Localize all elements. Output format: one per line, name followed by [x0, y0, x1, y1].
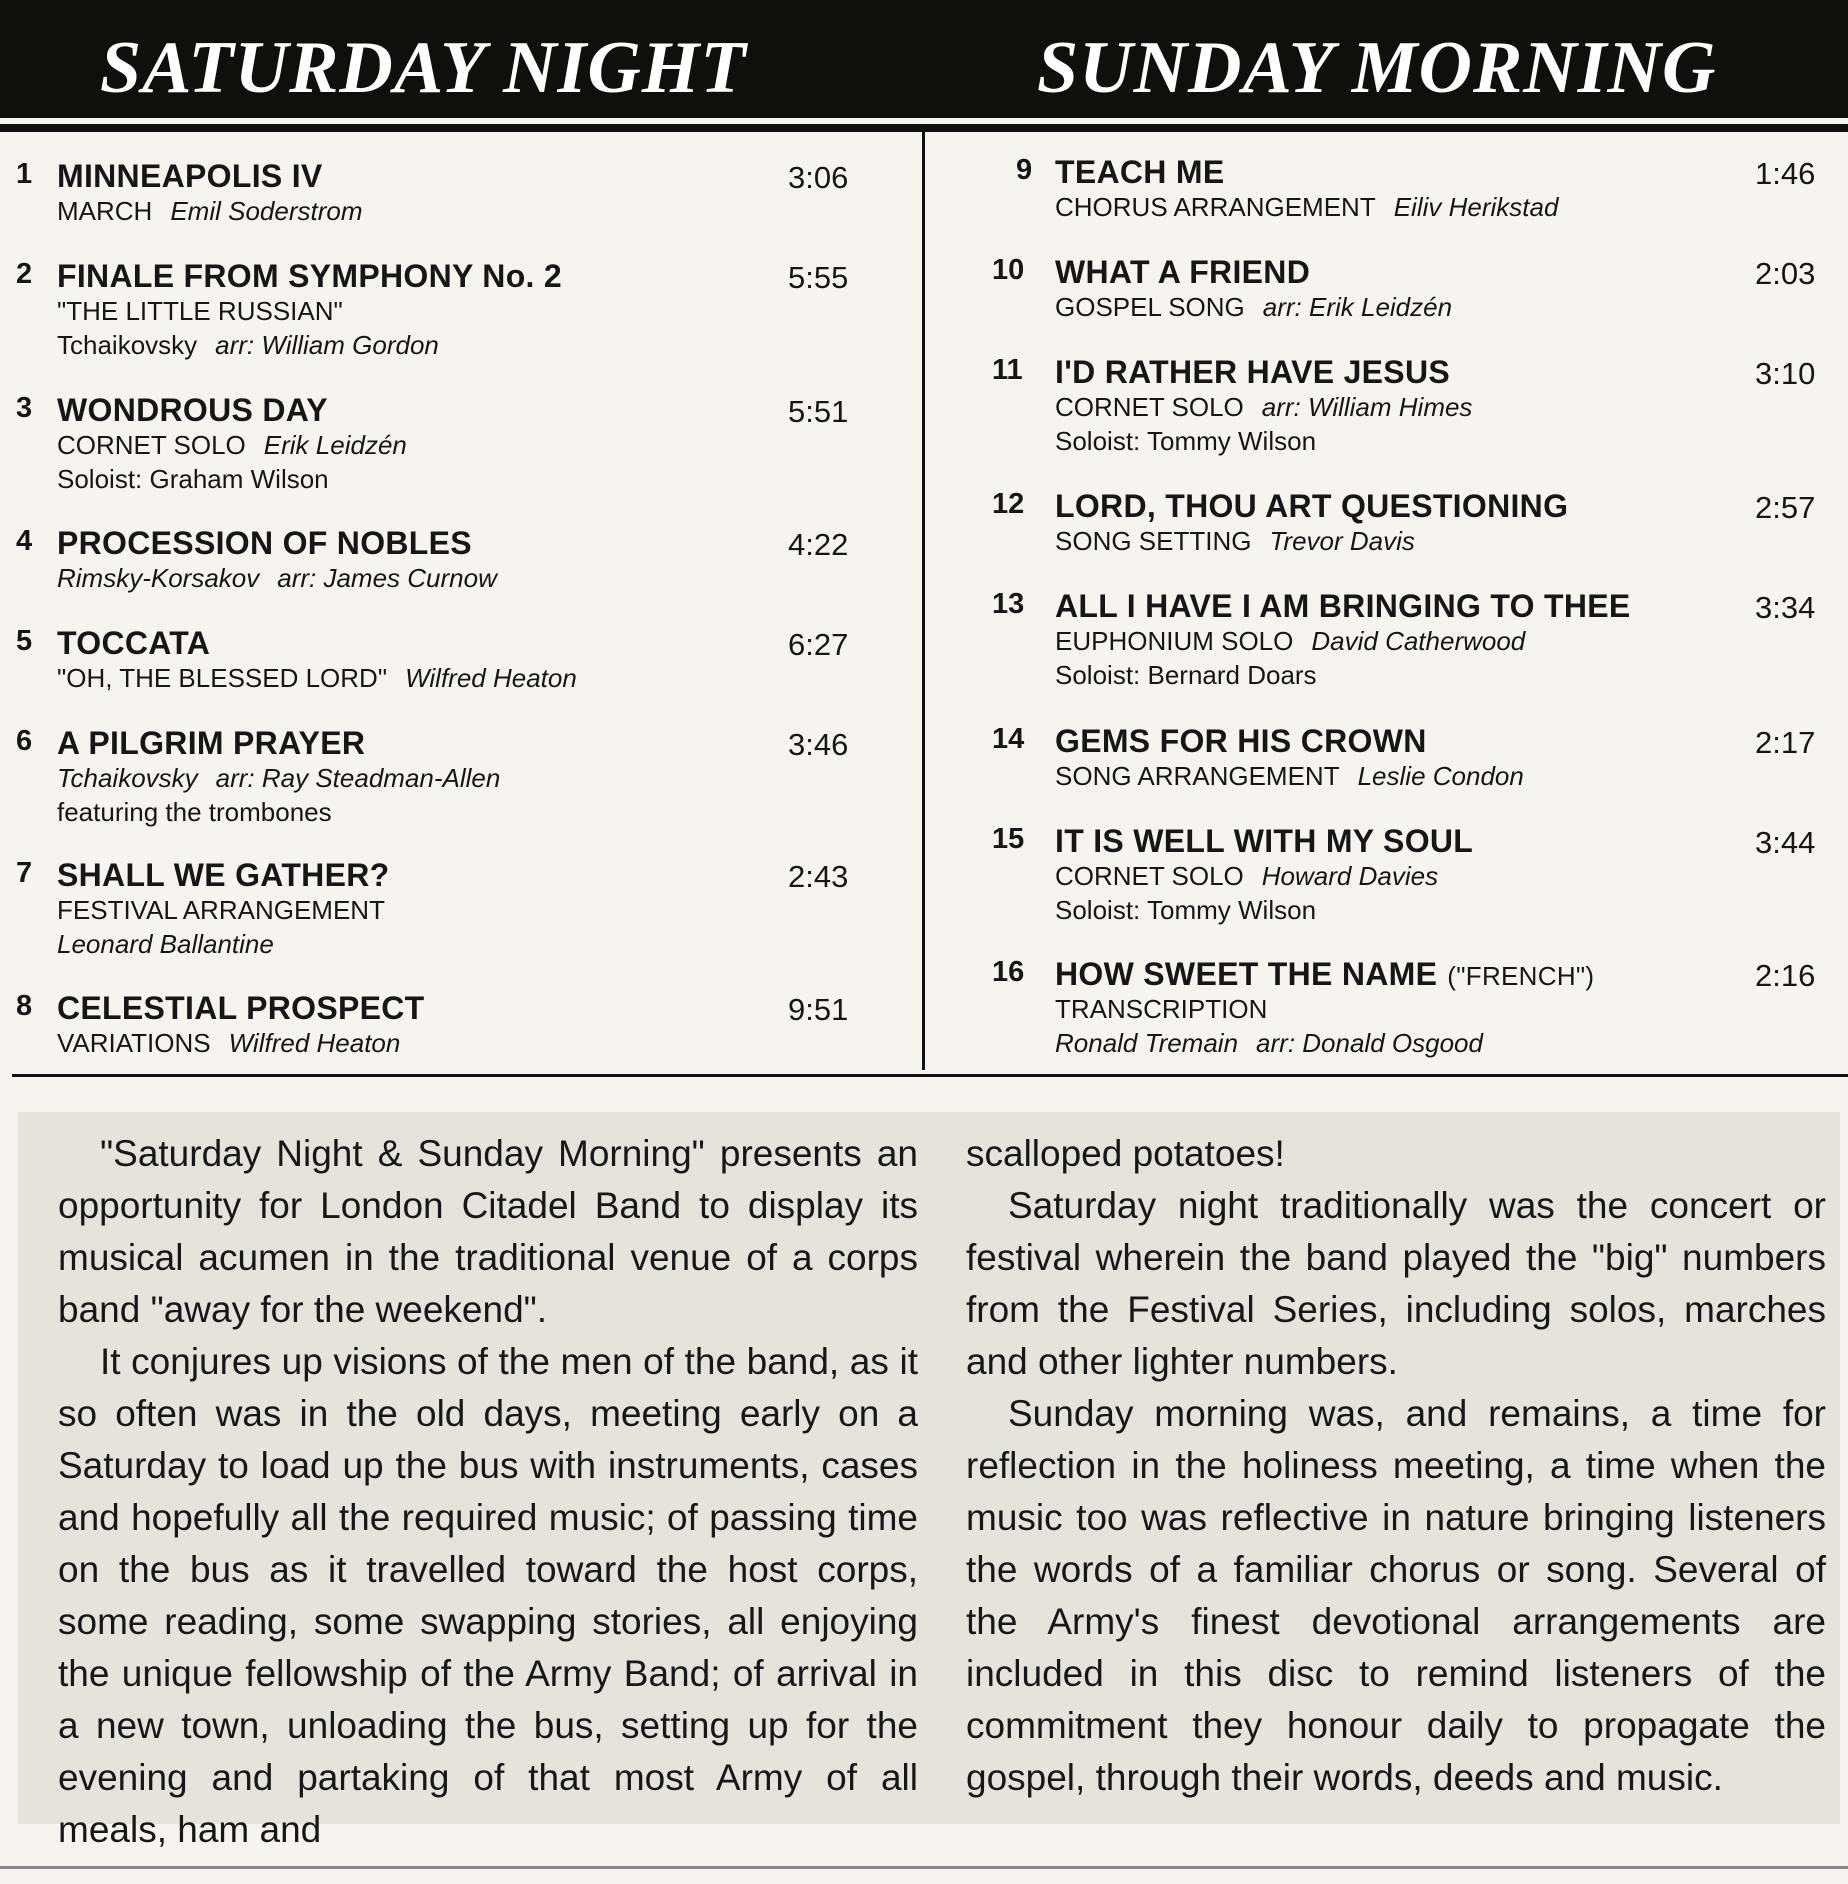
track-title: I'D RATHER HAVE JESUS — [1055, 354, 1451, 390]
track-duration: 3:10 — [1755, 356, 1816, 391]
credit-name: arr: Ray Steadman-Allen — [215, 763, 501, 793]
track-credit-line — [1055, 392, 1472, 423]
track-duration: 3:44 — [1755, 825, 1816, 860]
credit-label: CORNET SOLO — [1055, 861, 1244, 891]
credit-label: MARCH — [57, 196, 153, 226]
credit-label: CORNET SOLO — [1055, 392, 1244, 422]
track-duration: 5:51 — [788, 394, 849, 429]
notes-paragraph-4: Sunday morning was, and remains, a time for reflection in the holiness meeting, a time when the music too was reflective in nature bringing listeners the words of a familiar chorus or song. Several of the Army's finest devotional arrangements are included in this disc to remind listeners of the commitment they honour daily to propagate the gospel, through their words, deeds and music. — [966, 1393, 1826, 1798]
track-number: 2 — [16, 258, 33, 290]
track-credit-line — [57, 895, 385, 926]
track-number: 6 — [16, 725, 33, 757]
credit-label: CHORUS ARRANGEMENT — [1055, 192, 1376, 222]
credit-name: Trevor Davis — [1269, 526, 1415, 556]
notes-paragraph-2: It conjures up visions of the men of the band, as it so often was in the old days, meeting early on a Saturday to load up the bus with instruments, cases and hopefully all the required music; of passing time on the bus as it travelled toward the host corps, some reading, some swapping stories, all enjoying the unique fellowship of the Army Band; of arrival in a new town, unloading the bus, setting up for the evening and partaking of that most Army of all meals, ham and — [58, 1341, 918, 1850]
track-number: 16 — [992, 956, 1025, 988]
track-title: WHAT A FRIEND — [1055, 254, 1311, 290]
track-title: IT IS WELL WITH MY SOUL — [1055, 823, 1474, 859]
credit-label: Tchaikovsky — [57, 330, 198, 360]
credit-name: Erik Leidzén — [263, 430, 407, 460]
credit-label: "OH, THE BLESSED LORD" — [57, 663, 388, 693]
track-credit-line — [57, 663, 577, 694]
track-credit-line — [1055, 761, 1524, 792]
credit-label: Soloist: Tommy Wilson — [1055, 426, 1317, 456]
column-divider — [922, 130, 925, 1070]
track-credit-line — [1055, 426, 1316, 457]
track-credit-line — [1055, 994, 1267, 1025]
track-title: TOCCATA — [57, 625, 211, 661]
track-number: 15 — [992, 823, 1025, 855]
track-title: PROCESSION OF NOBLES — [57, 525, 472, 561]
track-duration: 9:51 — [788, 992, 849, 1027]
track-credit-line — [1055, 660, 1317, 691]
credit-name: Rimsky-Korsakov — [57, 563, 260, 593]
track-number: 10 — [992, 254, 1025, 286]
saturday-night-heading: SATURDAY NIGHT — [100, 27, 747, 109]
credit-name: arr: Erik Leidzén — [1262, 292, 1453, 322]
credit-label: SONG ARRANGEMENT — [1055, 761, 1340, 791]
track-credit-line — [1055, 626, 1525, 657]
track-credit-line — [57, 296, 343, 327]
credit-label: SONG SETTING — [1055, 526, 1252, 556]
credit-name: Howard Davies — [1261, 861, 1439, 891]
tracklist-bottom-rule — [12, 1074, 1848, 1077]
page-bottom-edge — [0, 1866, 1848, 1869]
credit-name: Tchaikovsky — [57, 763, 198, 793]
track-title: GEMS FOR HIS CROWN — [1055, 723, 1427, 759]
notes-paragraph-3: Saturday night traditionally was the concert or festival wherein the band played the "big" numbers from the Festival Series, including solos, marches and other lighter numbers. — [966, 1185, 1826, 1382]
track-number: 4 — [16, 525, 33, 557]
credit-name: David Catherwood — [1311, 626, 1526, 656]
track-credit-line — [1055, 861, 1438, 892]
credit-label: Soloist: Graham Wilson — [57, 464, 329, 494]
track-number: 7 — [16, 857, 33, 889]
track-duration: 3:34 — [1755, 590, 1816, 625]
track-duration: 2:03 — [1755, 256, 1816, 291]
credit-name: arr: Donald Osgood — [1256, 1028, 1483, 1058]
track-title: WONDROUS DAY — [57, 392, 328, 428]
track-number: 14 — [992, 723, 1025, 755]
track-credit-line — [57, 563, 497, 594]
credit-name: Leonard Ballantine — [57, 929, 274, 959]
track-number: 5 — [16, 625, 33, 657]
track-credit-line — [57, 330, 439, 361]
track-duration: 2:17 — [1755, 725, 1816, 760]
track-number: 12 — [992, 488, 1025, 520]
track-credit-line — [1055, 895, 1316, 926]
track-title-note: ("FRENCH") — [1447, 961, 1595, 991]
credit-name: Wilfred Heaton — [228, 1028, 401, 1058]
track-title: A PILGRIM PRAYER — [57, 725, 366, 761]
credit-label: GOSPEL SONG — [1055, 292, 1245, 322]
track-credit-line — [1055, 292, 1452, 323]
track-duration: 5:55 — [788, 260, 849, 295]
track-credit-line — [57, 464, 329, 495]
track-duration: 3:06 — [788, 160, 849, 195]
track-credit-line — [57, 196, 363, 227]
track-duration: 1:46 — [1755, 156, 1816, 191]
track-title: SHALL WE GATHER? — [57, 857, 390, 893]
track-title: LORD, THOU ART QUESTIONING — [1055, 488, 1569, 524]
track-duration: 2:43 — [788, 859, 849, 894]
track-credit-line — [57, 797, 332, 828]
track-title: CELESTIAL PROSPECT — [57, 990, 425, 1026]
credit-label: TRANSCRIPTION — [1055, 994, 1268, 1024]
track-credit-line — [57, 430, 407, 461]
credit-name: arr: William Gordon — [215, 330, 439, 360]
credit-label: Soloist: Tommy Wilson — [1055, 895, 1317, 925]
track-number: 11 — [992, 354, 1023, 386]
credit-name: Emil Soderstrom — [170, 196, 363, 226]
track-credit-line — [1055, 1028, 1483, 1059]
credit-name: Ronald Tremain — [1055, 1028, 1239, 1058]
track-duration: 6:27 — [788, 627, 849, 662]
credit-label: "THE LITTLE RUSSIAN" — [57, 296, 343, 326]
track-title: HOW SWEET THE NAME ("FRENCH") — [1055, 956, 1595, 992]
credit-label: VARIATIONS — [57, 1028, 211, 1058]
credit-name: arr: William Himes — [1261, 392, 1473, 422]
credit-label: CORNET SOLO — [57, 430, 246, 460]
track-title: TEACH ME — [1055, 154, 1225, 190]
track-credit-line — [57, 929, 274, 960]
track-duration: 3:46 — [788, 727, 849, 762]
track-credit-line — [57, 1028, 400, 1059]
track-title: ALL I HAVE I AM BRINGING TO THEE — [1055, 588, 1631, 624]
notes-paragraph-1: "Saturday Night & Sunday Morning" presents an opportunity for London Citadel Band to display its musical acumen in the traditional venue of a corps band "away for the weekend". — [58, 1133, 918, 1330]
track-credit-line — [1055, 192, 1558, 223]
track-number: 3 — [16, 392, 33, 424]
credit-name: Leslie Condon — [1357, 761, 1524, 791]
track-number: 9 — [1016, 154, 1033, 186]
track-title: MINNEAPOLIS IV — [57, 158, 323, 194]
track-number: 1 — [16, 158, 33, 190]
track-title: FINALE FROM SYMPHONY No. 2 — [57, 258, 563, 294]
track-duration: 2:57 — [1755, 490, 1816, 525]
track-credit-line — [57, 763, 500, 794]
track-duration: 4:22 — [788, 527, 849, 562]
credit-label: EUPHONIUM SOLO — [1055, 626, 1294, 656]
liner-notes — [18, 1112, 1840, 1850]
track-duration: 2:16 — [1755, 958, 1816, 993]
notes-paragraph-continued: scalloped potatoes! — [966, 1133, 1285, 1174]
credit-name: arr: James Curnow — [277, 563, 497, 593]
credit-label: Soloist: Bernard Doars — [1055, 660, 1317, 690]
header-bar — [0, 0, 1848, 118]
track-credit-line — [1055, 526, 1415, 557]
track-number: 13 — [992, 588, 1025, 620]
credit-label: FESTIVAL ARRANGEMENT — [57, 895, 385, 925]
credit-name: Eiliv Herikstad — [1393, 192, 1559, 222]
credit-label: featuring the trombones — [57, 797, 332, 827]
credit-name: Wilfred Heaton — [405, 663, 577, 693]
sunday-morning-heading: SUNDAY MORNING — [1037, 27, 1717, 109]
track-number: 8 — [16, 990, 33, 1022]
